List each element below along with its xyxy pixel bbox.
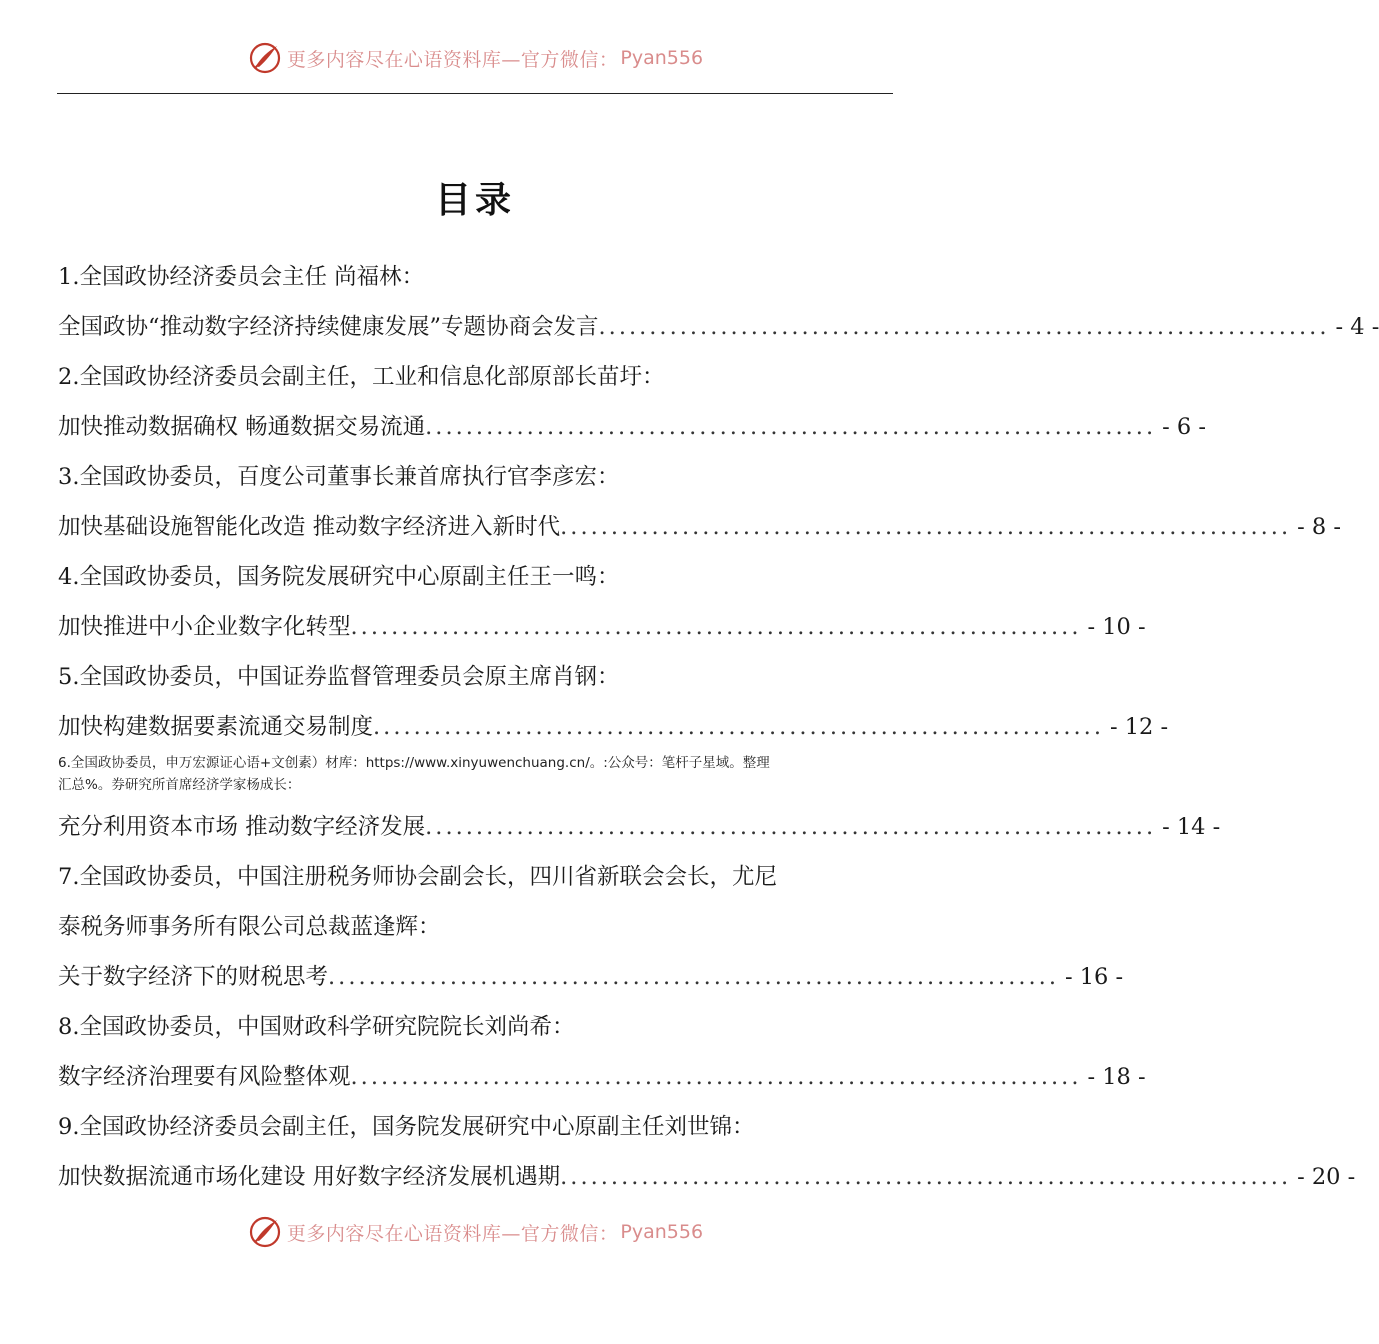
toc-entry-title: 全国政协“推动数字经济持续健康发展”专题协商会发言 <box>58 314 599 340</box>
toc-page-number: - 16 - <box>1064 964 1124 990</box>
toc-page-number: - 14 - <box>1162 814 1221 840</box>
toc-heading: 9.全国政协经济委员会副主任，国务院发展研究中心原副主任刘世锦： <box>58 1114 755 1140</box>
toc-heading-line: 6.全国政协委员，申万宏源证心语+文创素）材库：https://www.xinyuwenchuang.cn/。:公众号：笔杆子星域。整理 <box>58 755 770 771</box>
toc-entry-title: 数字经济治理要有风险整体观 <box>58 1064 351 1090</box>
toc-entry[interactable] <box>58 952 1124 1002</box>
toc-entry[interactable] <box>58 402 1206 452</box>
table-of-contents <box>58 252 1379 1202</box>
toc-entry-title: 加快基础设施智能化改造 推动数字经济进入新时代 <box>58 514 561 540</box>
toc-heading-line: 汇总%。券研究所首席经济学家杨成长： <box>58 777 301 793</box>
toc-page-number: - 8 - <box>1297 514 1341 540</box>
toc-leader-dots: ........................................................................ <box>373 714 1104 740</box>
toc-heading: 泰税务师事务所有限公司总裁蓝逢辉： <box>58 914 441 940</box>
toc-entry-title: 充分利用资本市场 推动数字经济发展 <box>58 814 426 840</box>
toc-leader-dots: ........................................................................ <box>425 814 1157 840</box>
toc-leader-dots: ........................................................................ <box>350 1064 1082 1090</box>
toc-heading: 1.全国政协经济委员会主任 尚福林： <box>58 264 425 290</box>
toc-entry[interactable] <box>58 502 1341 552</box>
page-title: 目录 <box>434 179 515 221</box>
toc-heading: 5.全国政协委员，中国证券监督管理委员会原主席肖钢： <box>58 664 620 690</box>
toc-heading: 3.全国政协委员，百度公司董事长兼首席执行官李彦宏： <box>58 464 620 490</box>
toc-leader-dots: ........................................................................ <box>560 1164 1292 1190</box>
banner-text: 更多内容尽在心语资料库—官方微信： <box>286 1222 619 1245</box>
banner-handle: Pyan556 <box>620 47 704 69</box>
toc-leader-dots: ........................................................................ <box>328 964 1059 990</box>
toc-leader-dots: ........................................................................ <box>598 314 1330 340</box>
toc-heading: 4.全国政协委员，国务院发展研究中心原副主任王一鸣： <box>58 564 620 590</box>
quill-logo-icon <box>247 1214 283 1250</box>
toc-entry[interactable] <box>58 702 1169 752</box>
toc-leader-dots: ........................................................................ <box>560 514 1292 540</box>
toc-heading: 2.全国政协经济委员会副主任，工业和信息化部原部长苗圩： <box>58 364 665 390</box>
toc-entry[interactable] <box>58 1052 1146 1102</box>
toc-entry-title: 加快推进中小企业数字化转型 <box>58 614 351 640</box>
toc-leader-dots: ........................................................................ <box>425 414 1157 440</box>
toc-entry-title: 关于数字经济下的财税思考 <box>58 964 329 990</box>
toc-page-number: - 20 - <box>1297 1164 1356 1190</box>
toc-page-number: - 10 - <box>1087 614 1146 640</box>
toc-entry-title: 加快推动数据确权 畅通数据交易流通 <box>58 414 426 440</box>
quill-logo-icon <box>247 40 283 76</box>
toc-entry[interactable] <box>58 1152 1356 1202</box>
toc-entry[interactable] <box>58 302 1379 352</box>
banner-handle: Pyan556 <box>620 1221 704 1243</box>
toc-heading-small <box>58 752 893 802</box>
toc-heading: 7.全国政协委员，中国注册税务师协会副会长，四川省新联会会长，尤尼 <box>58 864 777 890</box>
toc-entry[interactable] <box>58 602 1146 652</box>
toc-leader-dots: ........................................................................ <box>350 614 1082 640</box>
toc-entry[interactable] <box>58 802 1221 852</box>
header-watermark-banner <box>0 38 950 78</box>
toc-heading: 8.全国政协委员，中国财政科学研究院院长刘尚希： <box>58 1014 575 1040</box>
toc-page-number: - 12 - <box>1109 714 1169 740</box>
toc-page-number: - 6 - <box>1162 414 1206 440</box>
toc-page-number: - 18 - <box>1087 1064 1146 1090</box>
header-rule <box>57 93 893 94</box>
banner-text: 更多内容尽在心语资料库—官方微信： <box>286 48 619 71</box>
toc-page-number: - 4 - <box>1335 314 1379 340</box>
toc-entry-title: 加快数据流通市场化建设 用好数字经济发展机遇期 <box>58 1164 561 1190</box>
footer-watermark-banner <box>0 1212 950 1252</box>
toc-entry-title: 加快构建数据要素流通交易制度 <box>58 714 374 740</box>
